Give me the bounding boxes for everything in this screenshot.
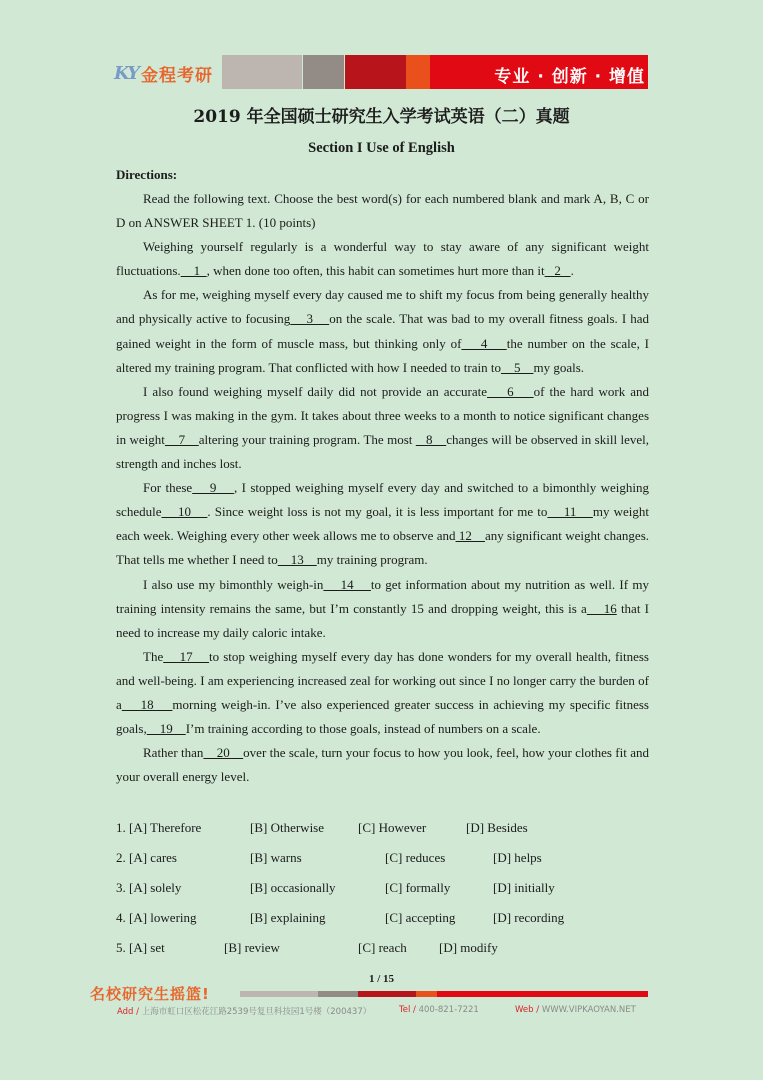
- passage-paragraph: [116, 573, 649, 645]
- passage-text: altering your training program. The most: [198, 431, 416, 447]
- footer-bar-dark-gray: [318, 991, 358, 997]
- option-c: [C] However: [358, 820, 427, 835]
- passage-text: Weighing yourself regularly is a wonderful way to stay aware of any significant weight fluctuations.: [116, 239, 649, 279]
- header-bar-orange: [406, 55, 430, 89]
- passage-paragraph: [116, 235, 649, 283]
- option-d: [D] initially: [493, 880, 555, 895]
- passage-text: The: [143, 648, 164, 664]
- logo-mark-icon: KY: [114, 62, 139, 84]
- numbered-blank: 17: [163, 648, 210, 664]
- web-label: Web /: [515, 1005, 540, 1015]
- numbered-blank: 2: [544, 263, 571, 279]
- passage-text: the number on the scale, I altered my training program. That conflicted with how I needed to train to: [116, 335, 649, 375]
- footer-web[interactable]: [515, 1005, 636, 1015]
- passage-text: . Since weight loss is not my goal, it is less important for me to: [207, 504, 548, 520]
- passage-paragraph: [116, 476, 649, 572]
- passage-text: changes will be observed in skill level, strength and inches lost.: [116, 431, 650, 472]
- option-a: 4. [A] lowering: [116, 910, 197, 925]
- option-d: [D] Besides: [466, 820, 528, 835]
- passage-text: that I need to increase my daily caloric intake.: [116, 600, 649, 640]
- passage-text: on the scale. That was bad to my overall fitness goals. I had gained weight in the form of muscle mass, but thinking only of: [116, 311, 649, 351]
- option-b: [B] warns: [250, 850, 302, 865]
- numbered-blank: 11: [547, 504, 593, 520]
- numbered-blank: 3: [290, 311, 330, 327]
- option-c: [C] reduces: [385, 850, 446, 865]
- passage-text: to stop weighing myself every day has done wonders for my overall health, fitness and well-being. I am experiencing increased zeal for working out since I no longer carry the burden of a: [116, 648, 649, 712]
- passage-text: morning weigh-in. I’ve also experienced greater success in achieving my specific fitness goals,: [116, 696, 649, 737]
- numbered-blank: 5: [500, 359, 534, 375]
- option-a: 3. [A] solely: [116, 880, 182, 895]
- passage-text: my training program.: [316, 552, 428, 568]
- passage-text: to get information about my nutrition as well. If my training intensity remains the same, but I’m constantly 15 and dropping weight, this is a: [116, 576, 650, 616]
- address-value: 上海市虹口区松花江路2539号复旦科技园1号楼（200437）: [141, 1007, 372, 1017]
- brand-logo: [114, 58, 213, 88]
- passage-text: .: [570, 263, 574, 279]
- passage-text: of the hard work and progress I was making in the gym. It takes about three weeks to a month to notice significant changes in weight: [116, 383, 649, 447]
- numbered-blank: 13: [277, 552, 317, 568]
- passage-text: my goals.: [533, 359, 585, 375]
- tel-label: Tel /: [399, 1005, 416, 1015]
- option-b: [B] Otherwise: [250, 820, 325, 835]
- logo-text: 金程考研: [141, 65, 214, 86]
- numbered-blank: 8: [415, 431, 447, 447]
- option-c: [C] reach: [358, 940, 407, 955]
- passage-text: over the scale, turn your focus to how you look, feel, how your clothes fit and your overall energy level.: [116, 745, 649, 785]
- numbered-blank: 19: [146, 721, 186, 737]
- passage-text: For these: [143, 480, 193, 496]
- option-d: [D] helps: [493, 850, 542, 865]
- passage-paragraphs: [116, 235, 649, 789]
- option-c: [C] formally: [385, 880, 451, 895]
- page-number: 1 / 15: [368, 973, 395, 985]
- document-title: 2019 年全国硕士研究生入学考试英语（二）真题: [193, 107, 570, 127]
- web-link[interactable]: WWW.VIPKAOYAN.NET: [541, 1005, 636, 1015]
- directions-text: Read the following text. Choose the best word(s) for each numbered blank and mark A, B, C or D on ANSWER SHEET 1. (10 points): [116, 191, 649, 231]
- numbered-blank: 16: [586, 600, 617, 616]
- option-b: [B] occasionally: [250, 880, 336, 895]
- footer-slogan: 名校研究生摇篮!: [90, 985, 210, 1003]
- numbered-blank: 6: [487, 383, 534, 399]
- numbered-blank: 12: [455, 528, 485, 544]
- option-b: [B] explaining: [250, 910, 326, 925]
- numbered-blank: 18: [121, 696, 173, 712]
- passage-paragraph: [116, 645, 649, 741]
- footer-bar-dark-red: [358, 991, 416, 997]
- numbered-blank: 7: [164, 431, 199, 447]
- header-bar-dark-red: [345, 55, 407, 89]
- passage-text: , I stopped weighing myself every day and switched to a bimonthly weighing schedule: [116, 480, 649, 520]
- footer-bar-red: [437, 991, 648, 997]
- passage-text: As for me, weighing myself every day caused me to shift my focus from being generally healthy and physically active to focusing: [116, 287, 649, 327]
- option-a: 5. [A] set: [116, 940, 165, 955]
- numbered-blank: 4: [461, 335, 507, 351]
- numbered-blank: 1: [180, 263, 207, 279]
- option-a: 2. [A] cares: [116, 850, 177, 865]
- passage-text: I also use my bimonthly weigh-in: [143, 576, 324, 592]
- option-c: [C] accepting: [385, 910, 456, 925]
- address-label: Add /: [117, 1007, 140, 1017]
- option-d: [D] modify: [439, 940, 498, 955]
- tel-value: 400-821-7221: [418, 1005, 479, 1015]
- passage-text: any significant weight changes. That tells me whether I need to: [116, 528, 650, 568]
- passage-text: my weight each week. Weighing every other week allows me to observe and: [116, 504, 649, 544]
- header-bar-dark-gray: [303, 55, 344, 89]
- passage-text: , when done too often, this habit can sometimes hurt more than it: [206, 263, 545, 279]
- passage-paragraph: [116, 741, 649, 789]
- section-heading: Section I Use of English: [308, 140, 455, 156]
- option-a: 1. [A] Therefore: [116, 820, 202, 835]
- passage-text: Rather than: [143, 745, 204, 761]
- numbered-blank: 9: [192, 480, 234, 496]
- option-d: [D] recording: [493, 910, 565, 925]
- footer-bar-light-gray: [240, 991, 318, 997]
- header-slogan: 专业 · 创新 · 增值: [494, 67, 645, 87]
- passage: [116, 187, 649, 789]
- option-b: [B] review: [224, 940, 280, 955]
- passage-paragraph: [116, 380, 649, 476]
- passage-paragraph: [116, 283, 649, 379]
- header-bar-light-gray: [222, 55, 302, 89]
- footer-bar-orange: [416, 991, 437, 997]
- numbered-blank: 20: [203, 745, 244, 761]
- passage-text: I also found weighing myself daily did not provide an accurate: [143, 383, 488, 399]
- footer-address: [117, 1005, 371, 1017]
- numbered-blank: 14: [323, 576, 371, 592]
- passage-text: I’m training according to those goals, instead of numbers on a scale.: [185, 721, 541, 737]
- footer-tel: [399, 1005, 479, 1015]
- directions-label: Directions:: [116, 167, 178, 182]
- numbered-blank: 10: [161, 504, 208, 520]
